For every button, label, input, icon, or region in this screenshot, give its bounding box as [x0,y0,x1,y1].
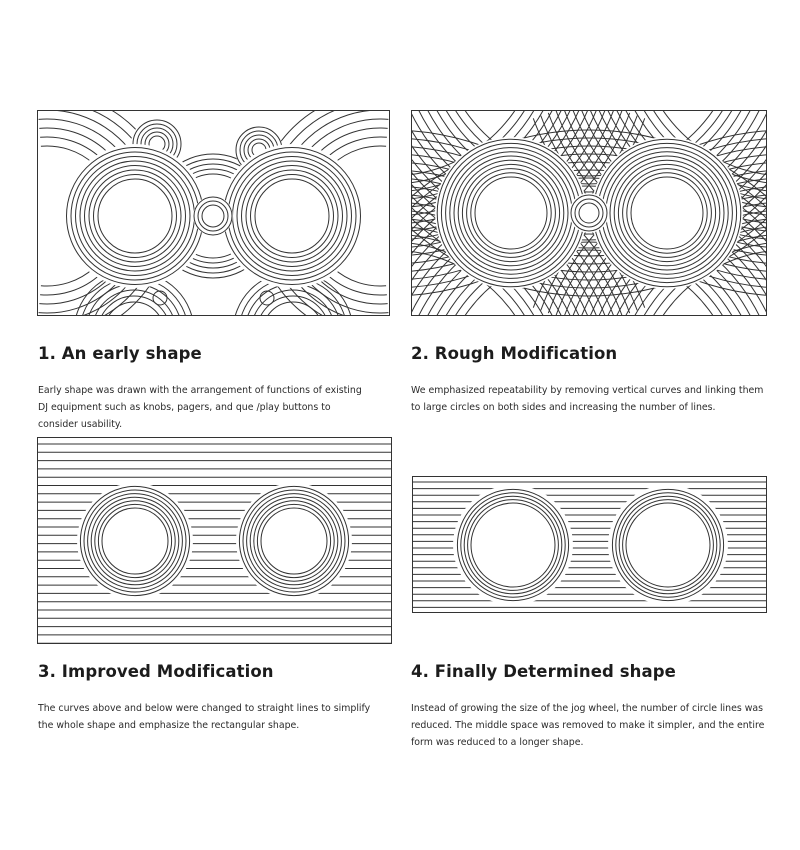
cue-button-left [153,291,167,305]
center-button-mask [193,196,233,236]
panel-1-description: Early shape was drawn with the arrangement of functions of existing DJ equipment such as knobs, pagers, and que /play buttons to consider usability. [38,385,362,430]
panel-4-heading: 4. Finally Determined shape [411,662,676,681]
bottom-arc-left [86,284,182,316]
panel-1-heading: 1. An early shape [38,344,202,363]
figure-finally-determined-shape [412,476,767,613]
panel-3-description: The curves above and below were changed to straight lines to simplify the whole shape and emphasize the rectangular shape. [38,703,371,731]
cue-button-right [260,291,274,305]
panel-2-description: We emphasized repeatability by removing vertical curves and linking them to large circles on both sides and increasing the number of lines. [411,385,764,413]
figure-rough-modification [411,110,767,316]
bottom-arc-right [245,284,341,316]
panel-3-heading: 3. Improved Modification [38,662,274,681]
figure-early-shape [37,110,390,316]
panel-2-heading: 2. Rough Modification [411,344,618,363]
figure-improved-modification [37,437,392,644]
panel-4-description: Instead of growing the size of the jog wheel, the number of circle lines was reduced. The middle space was removed to make it simpler, and the entire form was reduced to a longer shape. [411,703,765,748]
